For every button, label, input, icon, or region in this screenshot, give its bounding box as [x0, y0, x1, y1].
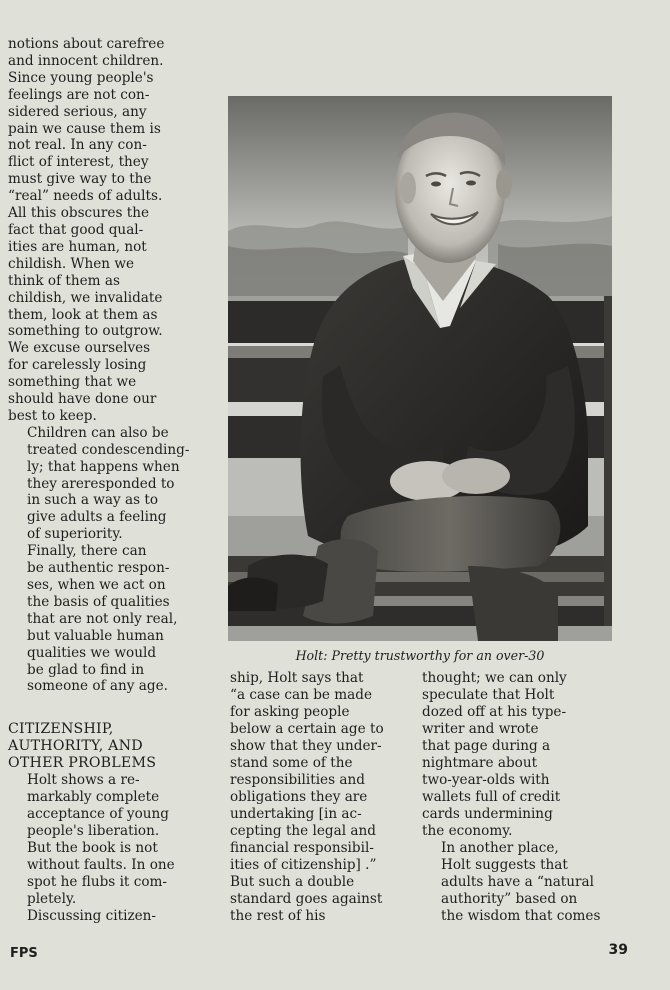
text-line: they areresponded to	[27, 475, 175, 492]
text-line: markably complete	[27, 789, 160, 806]
text-line: Holt suggests that	[441, 857, 568, 873]
text-line: show that they under-	[230, 738, 382, 754]
text-line: pletely.	[27, 890, 77, 907]
text-line: stand some of the	[230, 755, 353, 771]
text-line: undertaking [in ac-	[230, 806, 362, 822]
text-line: something to outgrow.	[8, 323, 163, 340]
text-line: notions about carefree	[8, 36, 165, 52]
text-line: something that we	[8, 374, 137, 391]
text-line: Finally, there can	[27, 543, 147, 560]
text-line: Since young people's	[8, 69, 154, 86]
text-line: ities are human, not	[8, 238, 147, 255]
text-line: wallets full of credit	[422, 789, 561, 805]
text-line: that page during a	[422, 738, 551, 754]
text-line: without faults. In one	[27, 856, 175, 873]
text-line: Discussing citizen-	[27, 907, 156, 924]
text-line: in such a way as to	[27, 492, 159, 509]
text-line: qualities we would	[27, 644, 157, 661]
text-line: childish. When we	[8, 255, 135, 272]
text-line: the economy.	[422, 823, 513, 839]
text-line: ities of citizenship] .”	[230, 857, 377, 873]
paragraph	[230, 670, 415, 925]
text-line: dozed off at his type-	[422, 704, 567, 720]
text-line: Children can also be	[27, 424, 169, 441]
text-line: for carelessly losing	[8, 357, 147, 374]
text-line: but valuable human	[27, 627, 164, 644]
text-line: someone of any age.	[27, 678, 168, 695]
photo	[228, 96, 612, 641]
text-line: spot he flubs it com-	[27, 873, 167, 890]
text-line: give adults a feeling	[27, 509, 167, 526]
text-line: financial responsibil-	[230, 840, 374, 856]
text-line: be glad to find in	[27, 661, 145, 678]
text-line: nightmare about	[422, 755, 538, 771]
text-line: be authentic respon-	[27, 560, 170, 577]
text-line: “real” needs of adults.	[8, 188, 163, 205]
footer-publication: FPS	[10, 946, 38, 961]
section-heading	[8, 721, 208, 772]
text-line: acceptance of young	[27, 806, 169, 823]
text-line: ly; that happens when	[27, 458, 180, 475]
paragraph	[8, 425, 208, 543]
text-line: that are not only real,	[27, 610, 178, 627]
paragraph	[422, 840, 612, 925]
paragraph	[8, 36, 208, 425]
text-line: them, look at them as	[8, 306, 158, 323]
text-line: the wisdom that comes	[441, 908, 601, 924]
text-line: treated condescending-	[27, 441, 190, 458]
text-line: not real. In any con-	[8, 137, 147, 154]
text-line: best to keep.	[8, 407, 97, 424]
page-number: 39	[608, 942, 628, 958]
text-line: ship, Holt says that	[230, 670, 364, 686]
middle-column	[230, 670, 415, 925]
text-line: for asking people	[230, 704, 350, 720]
text-line: OTHER PROBLEMS	[8, 755, 157, 772]
text-line: But such a double	[230, 874, 355, 890]
text-line: the rest of his	[230, 908, 326, 924]
text-line: cepting the legal and	[230, 823, 376, 839]
text-line: ses, when we act on	[27, 577, 166, 593]
text-line: responsibilities and	[230, 772, 365, 788]
text-line: adults have a “natural	[441, 874, 594, 890]
portrait-photo-image	[228, 96, 612, 641]
text-line: authority” based on	[441, 891, 578, 907]
text-line: Holt shows a re-	[27, 772, 140, 789]
photo-caption: Holt: Pretty trustworthy for an over-30	[295, 648, 545, 663]
text-line: flict of interest, they	[8, 154, 149, 171]
paragraph	[8, 772, 208, 907]
paragraph	[8, 543, 208, 695]
text-line: childish, we invalidate	[8, 289, 163, 306]
paragraph	[422, 670, 612, 840]
text-line: the basis of qualities	[27, 593, 170, 610]
text-line: think of them as	[8, 272, 120, 289]
text-line: In another place,	[441, 840, 559, 856]
text-line: sidered serious, any	[8, 103, 147, 120]
paragraph	[8, 908, 208, 925]
text-line: two-year-olds with	[422, 772, 550, 788]
text-line: writer and wrote	[422, 721, 539, 737]
text-line: must give way to the	[8, 171, 152, 188]
text-line: speculate that Holt	[422, 687, 555, 703]
text-line: of superiority.	[27, 526, 123, 543]
text-line: feelings are not con-	[8, 86, 150, 103]
text-line: obligations they are	[230, 789, 368, 805]
text-line: people's liberation.	[27, 823, 160, 840]
text-line: below a certain age to	[230, 721, 384, 737]
text-line: “a case can be made	[230, 687, 373, 703]
text-line: pain we cause them is	[8, 120, 161, 137]
text-line: We excuse ourselves	[8, 340, 151, 357]
text-line: standard goes against	[230, 891, 383, 907]
text-line: All this obscures the	[8, 205, 150, 222]
text-line: CITIZENSHIP,	[8, 721, 114, 738]
text-line: and innocent children.	[8, 52, 164, 69]
text-line: thought; we can only	[422, 670, 567, 686]
left-column	[8, 36, 208, 925]
text-line: should have done our	[8, 391, 157, 408]
right-column	[422, 670, 612, 925]
text-line: But the book is not	[27, 839, 158, 856]
text-line: AUTHORITY, AND	[8, 738, 143, 755]
text-line: cards undermining	[422, 806, 553, 822]
text-line: fact that good qual-	[8, 221, 144, 238]
